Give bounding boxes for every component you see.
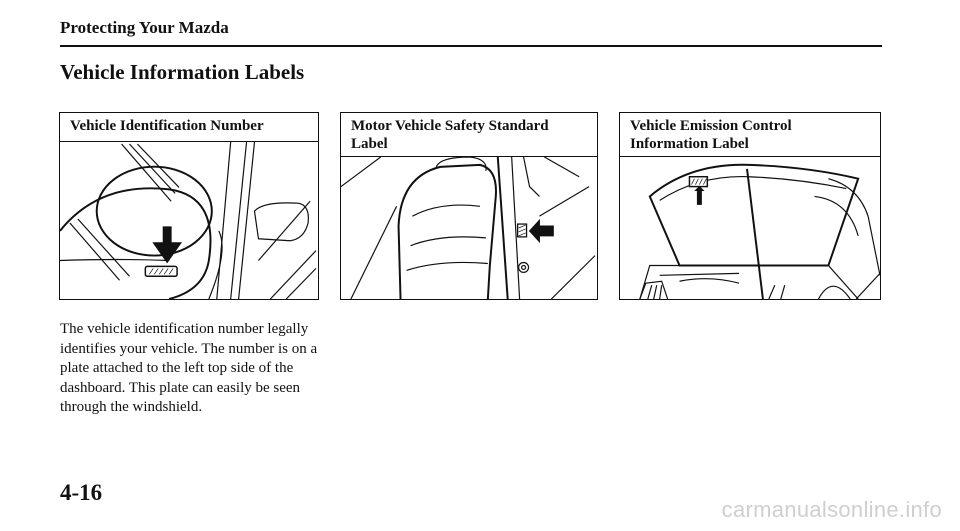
vin-caption: Vehicle Identification Number [60, 113, 318, 142]
emission-label-illustration [620, 157, 880, 299]
emission-label-figure-panel [619, 112, 881, 300]
safety-label-figure-panel [340, 112, 598, 300]
header-rule [60, 45, 882, 47]
body-paragraph: The vehicle identification number legally identifies your vehicle. The number is on a plate attached to the left top side of the dashboard. This plate can easily be seen through the windshield. [60, 321, 318, 415]
watermark: carmanualsonline.info [721, 497, 942, 522]
emission-label-caption [620, 113, 880, 157]
section-title: Vehicle Information Labels [60, 60, 305, 84]
vin-illustration [60, 142, 318, 299]
safety-label-illustration [341, 157, 597, 299]
vin-figure-panel [59, 112, 319, 300]
emission-label-caption-line-2: Information Label [630, 136, 749, 152]
page-number: 4-16 [60, 480, 103, 505]
emission-label-caption-line-1: Vehicle Emission Control [630, 118, 792, 134]
dashboard-illustration [60, 142, 318, 299]
safety-label-caption-line-1: Motor Vehicle Safety Standard [351, 118, 549, 134]
open-hood-illustration [620, 157, 880, 299]
running-header: Protecting Your Mazda [60, 18, 229, 37]
safety-label-caption-line-2: Label [351, 136, 388, 152]
safety-label-caption [341, 113, 597, 157]
door-jamb-illustration [341, 157, 597, 299]
